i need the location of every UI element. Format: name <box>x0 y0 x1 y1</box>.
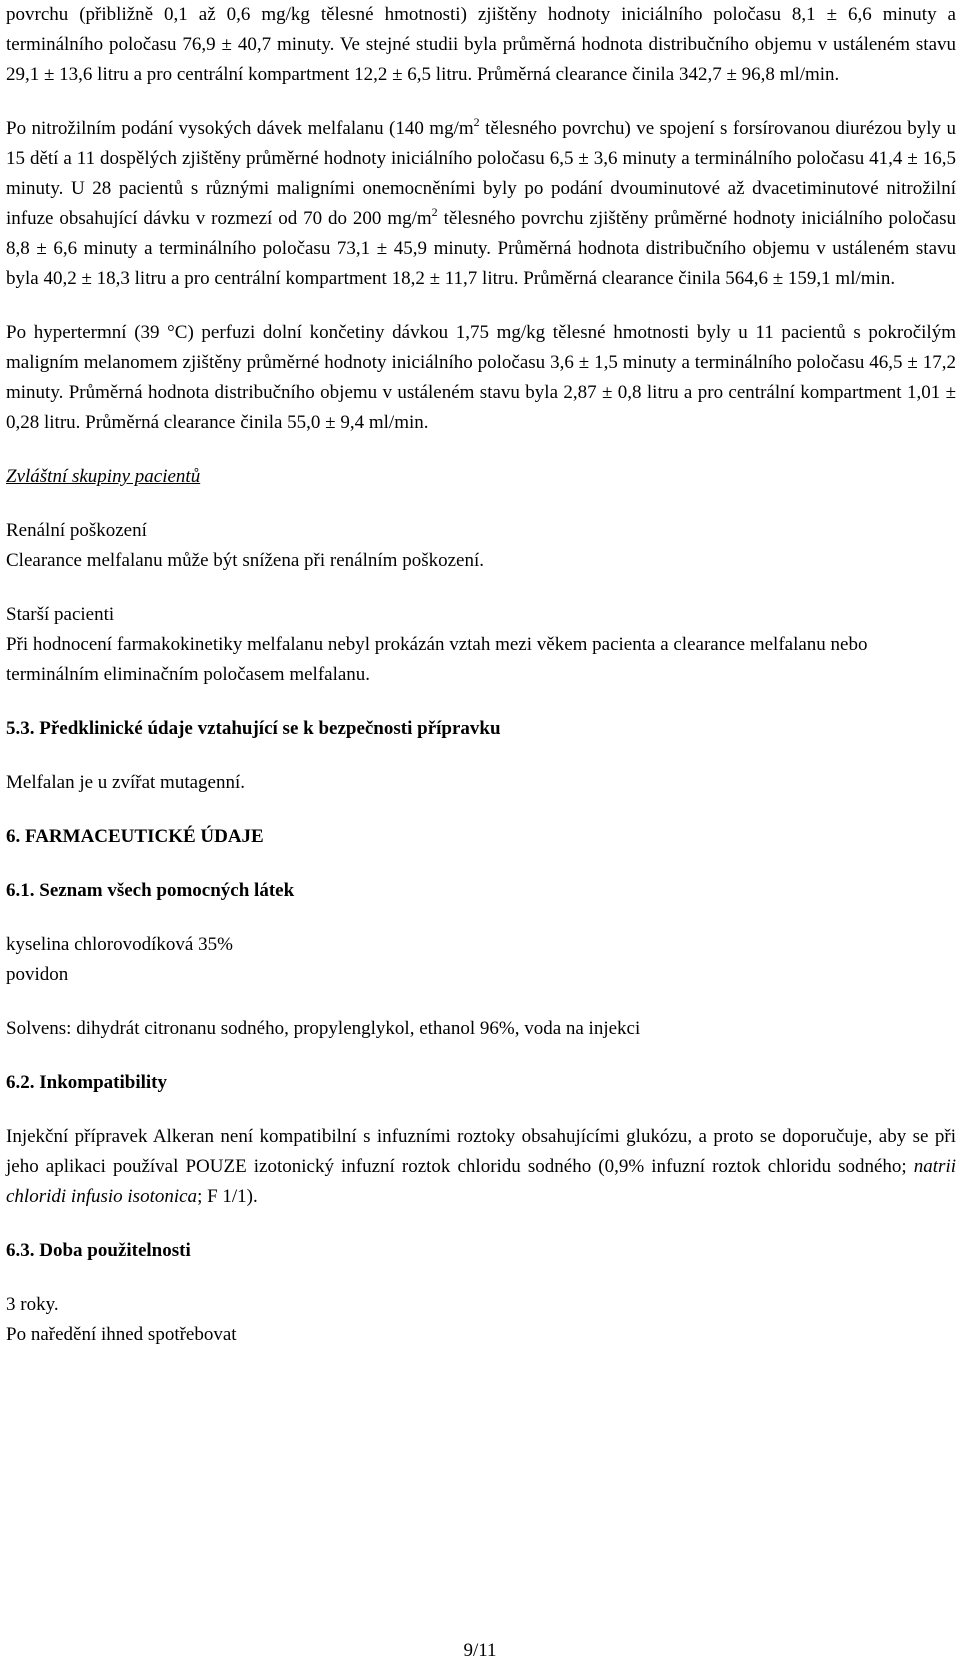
pk-text-part-3: tělesného povrchu zjištěny průměrné hodnoty iniciálního poločasu 8,8 ± 6,6 minuty a terminálního poločasu 73,1 ± 45,9 minuty. Průměrná hodnota distribučního objemu v ustáleném stavu byla 40,2 ± 18,3 litru a pro centrální kompartment 18,2 ± 11,7 litru. Průměrná clearance činila 564,6 ± 159,1 ml/min. <box>6 208 956 289</box>
renal-text: Clearance melfalanu může být snížena při renálním poškození. <box>6 550 484 571</box>
pk-text-part-2: tělesného povrchu) ve spojení s forsírovanou diurézou byly u 15 dětí a 11 dospělých zjištěny průměrné hodnoty iniciálního poločasu 6,5 ± 3,6 minuty a terminálního poločasu 41,4 ± 16,5 minuty. U 28 pacientů s různými maligními onemocněními byly po podání dvouminutové až dvacetiminutové nitrožilní infuze obsahující dávku v rozmezí od 70 do 200 mg/m <box>6 118 956 229</box>
section-6-heading: 6. FARMACEUTICKÉ ÚDAJE <box>6 826 264 847</box>
renal-heading: Renální poškození <box>6 520 147 541</box>
superscript-2: 2 <box>473 115 480 129</box>
shelf-life-line: 3 roky. <box>6 1294 59 1315</box>
pk-text-part-1: Po nitrožilním podání vysokých dávek melfalanu (140 mg/m <box>6 118 474 139</box>
section-5-3-heading: 5.3. Předklinické údaje vztahující se k bezpečnosti přípravku <box>6 718 501 739</box>
section-6-2-heading: 6.2. Inkompatibility <box>6 1072 168 1093</box>
superscript-2: 2 <box>431 205 438 219</box>
incompat-part-1: Injekční přípravek Alkeran není kompatibilní s infuzními roztoky obsahujícími glukózu, a proto se doporučuje, aby se při jeho aplikaci používal POUZE izotonický infuzní roztok chloridu sodného (0,9% infuzní roztok chloridu sodného; <box>6 1126 956 1177</box>
section-5-3-text: Melfalan je u zvířat mutagenní. <box>6 772 245 793</box>
incompat-part-2: ; F 1/1). <box>197 1186 258 1207</box>
pk-paragraph-high-dose <box>6 114 956 294</box>
shelf-life-line: Po naředění ihned spotřebovat <box>6 1324 237 1345</box>
special-groups-heading: Zvláštní skupiny pacientů <box>6 466 201 487</box>
page-number: 9/11 <box>463 1640 497 1661</box>
elderly-text: Při hodnocení farmakokinetiky melfalanu nebyl prokázán vztah mezi věkem pacienta a clearance melfalanu nebo terminálním eliminačním poločasem melfalanu. <box>6 634 868 685</box>
excipient-item: kyselina chlorovodíková 35% <box>6 934 233 955</box>
pk-paragraph-low-dose: povrchu (přibližně 0,1 až 0,6 mg/kg tělesné hmotnosti) zjištěny hodnoty iniciálního poločasu 8,1 ± 6,6 minuty a terminálního poločasu 76,9 ± 40,7 minuty. Ve stejné studii byla průměrná hodnota distribučního objemu v ustáleném stavu 29,1 ± 13,6 litru a pro centrální kompartment 12,2 ± 6,5 litru. Průměrná clearance činila 342,7 ± 96,8 ml/min. <box>6 4 956 85</box>
document-page <box>6 0 956 1350</box>
section-6-1-heading: 6.1. Seznam všech pomocných látek <box>6 880 295 901</box>
solvent-text: Solvens: dihydrát citronanu sodného, propylenglykol, ethanol 96%, voda na injekci <box>6 1018 641 1039</box>
incompat-latin-name: natrii chloridi infusio isotonica <box>6 1156 956 1207</box>
elderly-heading: Starší pacienti <box>6 604 115 625</box>
pk-paragraph-perfusion: Po hypertermní (39 °C) perfuzi dolní končetiny dávkou 1,75 mg/kg tělesné hmotnosti byly u 11 pacientů s pokročilým maligním melanomem zjištěny průměrné hodnoty iniciálního poločasu 3,6 ± 1,5 minuty a terminálního poločasu 46,5 ± 17,2 minuty. Průměrná hodnota distribučního objemu v ustáleném stavu byla 2,87 ± 0,8 litru a pro centrální kompartment 1,01 ± 0,28 litru. Průměrná clearance činila 55,0 ± 9,4 ml/min. <box>6 322 956 433</box>
incompatibility-text <box>6 1122 956 1212</box>
section-6-3-heading: 6.3. Doba použitelnosti <box>6 1240 191 1261</box>
excipient-item: povidon <box>6 964 69 985</box>
